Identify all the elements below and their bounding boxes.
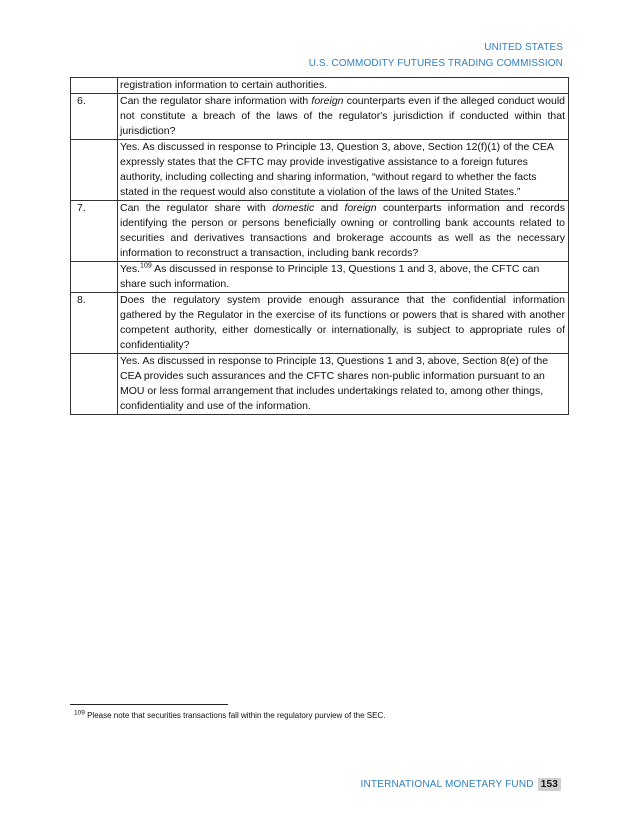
number-cell bbox=[71, 262, 118, 293]
question-number: 6. bbox=[71, 94, 118, 140]
footnote bbox=[74, 710, 385, 722]
answer-text: Yes. As discussed in response to Principle 13, Questions 1 and 3, above, Section 8(e) of the CEA provides such assurances and the CFTC shares non-public information pursuant to an MOU or less formal arrangement that includes undertakings related to, among other things, confidentiality and use of the information. bbox=[118, 354, 569, 415]
question-text: Can the regulator share with domestic and foreign counterparts information and records identifying the person or persons beneficially owning or controlling bank accounts related to securities and derivatives transactions and brokerage accounts as well as the necessary information to reconstruct a transaction, including bank records? bbox=[118, 201, 569, 262]
answer-row-7 bbox=[71, 262, 569, 293]
answer-row-6 bbox=[71, 140, 569, 201]
number-cell bbox=[71, 140, 118, 201]
page-footer bbox=[361, 778, 562, 791]
table-row-continued bbox=[71, 78, 569, 94]
question-number: 7. bbox=[71, 201, 118, 262]
footer-label: INTERNATIONAL MONETARY FUND bbox=[360, 779, 534, 790]
footnote-reference[interactable]: 109 bbox=[140, 262, 152, 270]
question-number: 8. bbox=[71, 293, 118, 354]
footnote-text: Please note that securities transactions fall within the regulatory purview of the SEC. bbox=[84, 711, 386, 720]
answer-row-8 bbox=[71, 354, 569, 415]
number-cell bbox=[71, 354, 118, 415]
emphasis-foreign: foreign bbox=[311, 95, 344, 107]
question-row-6 bbox=[71, 94, 569, 140]
footnote-divider bbox=[70, 704, 228, 705]
question-row-8 bbox=[71, 293, 569, 354]
page-number: 153 bbox=[538, 778, 561, 791]
footnote-number: 109 bbox=[74, 709, 85, 717]
question-text: Can the regulator share information with foreign counterparts even if the alleged conduct would not constitute a breach of the laws of the regulator's jurisdiction if conducted within that jurisdiction? bbox=[118, 94, 569, 140]
question-text: Does the regulatory system provide enough assurance that the confidential information gathered by the Regulator in the exercise of its functions or powers that is shared with another competent authority, either domestically or internationally, is subject to appropriate rules of confidentiality? bbox=[118, 293, 569, 354]
answer-text: Yes. As discussed in response to Principle 13, Question 3, above, Section 12(f)(1) of the CEA expressly states that the CFTC may provide investigative assistance to a foreign futures authority, including collecting and sharing information, “without regard to whether the facts stated in the request would also constitute a violation of the laws of the United States.” bbox=[118, 140, 569, 201]
running-header bbox=[309, 40, 563, 72]
answer-text: Yes.$^{109}$ As discussed in response to Principle 13, Questions 1 and 3, above, the CFTC can share such information. bbox=[118, 262, 569, 293]
number-cell bbox=[71, 78, 118, 94]
emphasis-foreign: foreign bbox=[344, 202, 377, 214]
question-row-7 bbox=[71, 201, 569, 262]
continued-cell: registration information to certain authorities. bbox=[118, 78, 569, 94]
emphasis-domestic: domestic bbox=[272, 202, 315, 214]
qa-table bbox=[70, 77, 569, 415]
header-country: UNITED STATES bbox=[484, 42, 563, 53]
header-agency: U.S. COMMODITY FUTURES TRADING COMMISSION bbox=[308, 58, 563, 69]
